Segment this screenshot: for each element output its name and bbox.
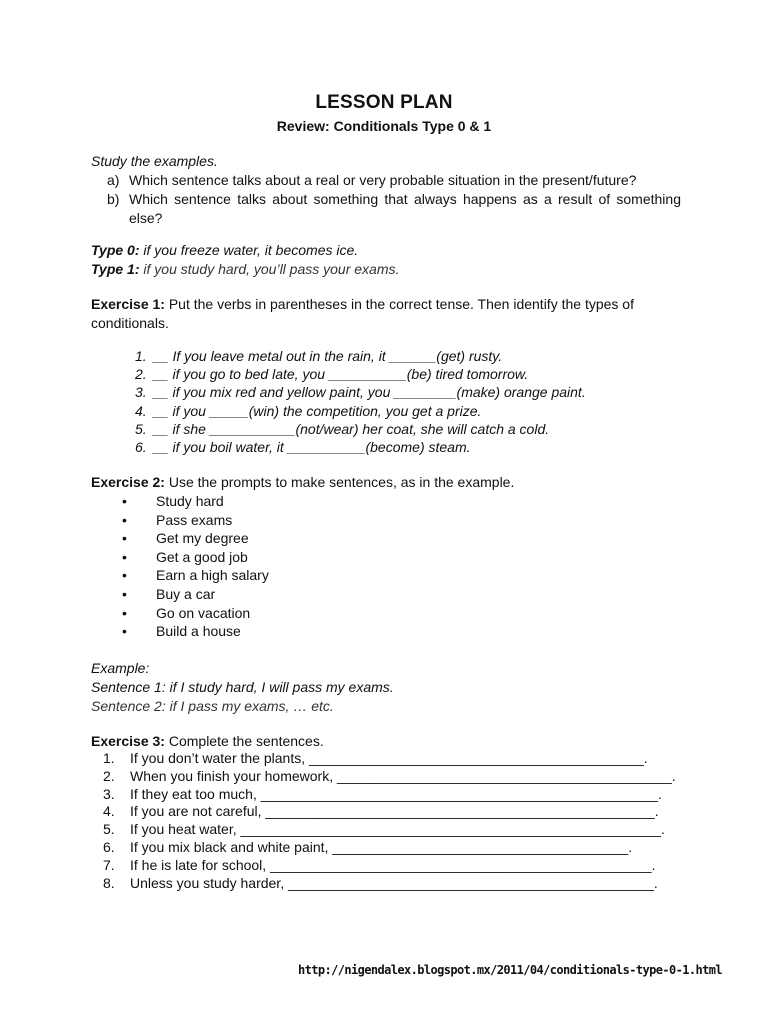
item-number: 1.	[103, 750, 115, 766]
list-item	[91, 786, 681, 804]
exercise-3-text: Complete the sentences.	[164, 733, 324, 749]
study-question-a	[91, 171, 681, 190]
item-text: __ if you boil water, it __________(become) steam.	[153, 439, 471, 456]
list-item	[91, 750, 681, 768]
list-item	[91, 875, 681, 893]
source-url: http://nigendalex.blogspot.mx/2011/04/conditionals-type-0-1.html	[298, 963, 722, 977]
bullet-icon: •	[122, 623, 127, 640]
list-item	[91, 622, 681, 641]
exercise-3-instruction	[91, 732, 681, 751]
example-section	[91, 659, 681, 716]
example-sentence-2: Sentence 2: if I pass my exams, … etc.	[91, 698, 334, 714]
list-item	[91, 420, 681, 438]
list-item	[91, 768, 681, 786]
list-item	[91, 566, 681, 585]
item-text: If they eat too much, ___________________________________________________.	[130, 785, 662, 802]
item-text: If you mix black and white paint, ______________________________________.	[130, 838, 633, 855]
list-item	[91, 839, 681, 857]
exercise-2-label: Exercise 2:	[91, 474, 165, 490]
bullet-icon: •	[122, 567, 127, 584]
type-0-label: Type 0:	[91, 242, 140, 258]
prompt-text: Get a good job	[156, 548, 248, 565]
list-item	[91, 511, 681, 530]
item-number: 4.	[135, 402, 147, 419]
item-text: When you finish your homework, ___________________________________________.	[130, 767, 676, 784]
type-1-text: if you study hard, you’ll pass your exams.	[139, 261, 400, 277]
question-marker: a)	[107, 172, 120, 188]
type-1-line	[91, 260, 681, 279]
list-item	[91, 383, 681, 401]
list-item	[91, 529, 681, 548]
study-question-b	[91, 190, 681, 228]
list-item	[91, 604, 681, 623]
bullet-icon: •	[122, 511, 127, 528]
prompt-text: Study hard	[156, 493, 224, 509]
item-number: 2.	[135, 366, 147, 383]
prompt-text: Pass exams	[156, 511, 233, 528]
list-item	[91, 365, 681, 383]
item-number: 1.	[135, 348, 147, 364]
item-text: __ if you mix red and yellow paint, you ________(make) orange paint.	[153, 384, 586, 401]
example-sentence-1: Sentence 1: if I study hard, I will pass my exams.	[91, 679, 394, 695]
prompt-text: Go on vacation	[156, 604, 251, 621]
example-label: Example:	[91, 660, 150, 676]
item-number: 6.	[135, 439, 147, 456]
bullet-icon: •	[122, 604, 127, 621]
list-item	[91, 438, 681, 456]
exercise-1-list	[91, 347, 681, 456]
list-item	[91, 492, 681, 511]
list-item	[91, 803, 681, 821]
item-text: If you heat water, ______________________________________________________.	[130, 821, 665, 838]
question-text: Which sentence talks about a real or very probable situation in the present/future?	[129, 172, 637, 188]
list-item	[91, 402, 681, 420]
prompt-text: Get my degree	[156, 530, 249, 547]
item-number: 4.	[103, 803, 115, 820]
exercise-3-label: Exercise 3:	[91, 733, 165, 749]
item-number: 5.	[135, 420, 147, 437]
prompt-text: Buy a car	[156, 585, 216, 602]
type-0-text: if you freeze water, it becomes ice.	[139, 242, 359, 258]
item-number: 2.	[103, 767, 115, 784]
item-text: __ if you go to bed late, you __________(be) tired tomorrow.	[153, 366, 529, 383]
item-text: If you don’t water the plants, ___________________________________________.	[130, 750, 648, 766]
bullet-icon: •	[122, 493, 127, 509]
item-number: 3.	[103, 785, 115, 802]
page-title: LESSON PLAN	[315, 92, 453, 113]
bullet-icon: •	[122, 548, 127, 565]
type-1-label: Type 1:	[91, 261, 140, 277]
study-intro: Study the examples.	[91, 153, 218, 169]
list-item	[91, 347, 681, 365]
study-section	[91, 152, 681, 228]
exercise-1-label: Exercise 1:	[91, 296, 165, 312]
study-questions	[91, 171, 681, 228]
exercise-3-list	[91, 750, 681, 892]
item-number: 3.	[135, 384, 147, 401]
exercise-2-text: Use the prompts to make sentences, as in the example.	[164, 474, 515, 490]
item-number: 6.	[103, 838, 115, 855]
item-text: __ if she ___________(not/wear) her coat, she will catch a cold.	[153, 420, 550, 437]
item-text: If he is late for school, _________________________________________________.	[130, 856, 656, 873]
exercise-2-prompts	[91, 492, 681, 641]
prompt-text: Earn a high salary	[156, 567, 269, 584]
types-section	[91, 241, 681, 279]
prompt-text: Build a house	[156, 623, 241, 640]
item-text: If you are not careful, __________________________________________________.	[130, 803, 659, 820]
item-number: 7.	[103, 856, 115, 873]
list-item	[91, 585, 681, 604]
question-marker: b)	[107, 191, 120, 207]
item-text: __ If you leave metal out in the rain, it ______(get) rusty.	[153, 348, 503, 364]
item-number: 5.	[103, 821, 115, 838]
type-0-line	[91, 241, 681, 260]
question-text: Which sentence talks about something that always happens as a result of something else?	[129, 191, 681, 226]
exercise-2-instruction	[91, 473, 681, 492]
exercise-1-instruction	[91, 295, 681, 333]
bullet-icon: •	[122, 530, 127, 547]
page-subtitle: Review: Conditionals Type 0 & 1	[276, 118, 492, 134]
item-text: __ if you _____(win) the competition, you get a prize.	[153, 402, 482, 419]
item-text: Unless you study harder, _______________________________________________.	[130, 874, 658, 891]
bullet-icon: •	[122, 585, 127, 602]
list-item	[91, 821, 681, 839]
item-number: 8.	[103, 874, 115, 891]
list-item	[91, 857, 681, 875]
list-item	[91, 548, 681, 567]
exercise-1-text: Put the verbs in parentheses in the correct tense. Then identify the types of conditionals.	[91, 296, 634, 331]
